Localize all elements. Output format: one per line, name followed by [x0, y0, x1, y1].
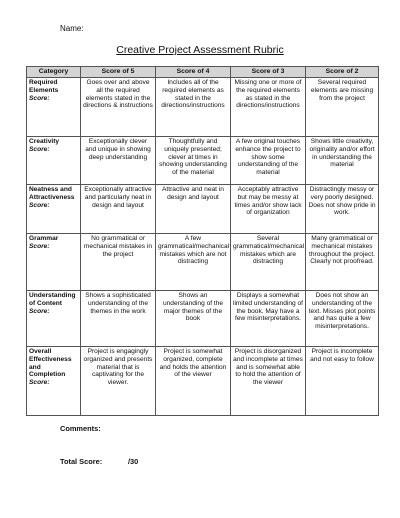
table-cell: Project is somewhat organized, complete and holds the attention of the viewer [156, 347, 231, 416]
category-name: Grammar [29, 235, 59, 243]
table-row [27, 78, 379, 137]
header-row [27, 67, 379, 78]
column-header-score-5: Score of 5 [81, 67, 156, 78]
score-label: Score: [29, 242, 50, 250]
score-label: Score: [29, 94, 50, 102]
table-cell: Several grammatical/mechanical mistakes which are distracting [231, 234, 306, 291]
category-cell [27, 347, 81, 416]
category-name: Neatness and Attractiveness [29, 186, 75, 201]
table-cell: Several required elements are missing from the project [306, 78, 379, 137]
table-row [27, 185, 379, 234]
table-cell: Shows little creativity, originality and/or effort in understanding the material [306, 137, 379, 185]
score-label: Score: [29, 145, 50, 153]
total-out-of: /30 [128, 457, 139, 466]
table-cell: Distractingly messy or very poorly designed. Does not show pride in work. [306, 185, 379, 234]
table-cell: Exceptionally clever and unique in showing deep understanding [81, 137, 156, 185]
category-name: Required Elements [29, 79, 59, 94]
table-cell: A few original touches enhance the project to show some understanding of the material [231, 137, 306, 185]
table-cell: Thoughtfully and uniquely presented; clever at times in showing understanding of the material [156, 137, 231, 185]
table-cell: Project is engagingly organized and presents material that is captivating for the viewer. [81, 347, 156, 416]
category-cell [27, 78, 81, 137]
table-cell: Does not show an understanding of the text. Misses plot points and has quite a few misinterpretations. [306, 291, 379, 347]
table-cell: Missing one or more of the required elements as stated in the directions/instructions [231, 78, 306, 137]
column-header-score-2: Score of 2 [306, 67, 379, 78]
column-header-category: Category [27, 67, 81, 78]
category-name: Overall Effectiveness and Completion [29, 348, 72, 379]
table-cell: Shows an understanding of the major themes of the book [156, 291, 231, 347]
score-label: Score: [29, 201, 50, 209]
table-cell: Goes over and above all the required elements stated in the directions & instructions [81, 78, 156, 137]
total-score [60, 457, 139, 466]
table-cell: Many grammatical or mechanical mistakes throughout the project. Clearly not proofread. [306, 234, 379, 291]
page-title: Creative Project Assessment Rubric [116, 44, 284, 56]
category-name: Creativity [29, 138, 60, 146]
table-cell: Shows a sophisticated understanding of the themes in the work [81, 291, 156, 347]
category-cell [27, 185, 81, 234]
table-cell: Displays a somewhat limited understanding of the book. May have a few misinterpretations. [231, 291, 306, 347]
table-cell: No grammatical or mechanical mistakes in the project [81, 234, 156, 291]
score-label: Score: [29, 307, 50, 315]
name-label: Name: [60, 24, 84, 33]
table-cell: Attractive and neat in design and layout [156, 185, 231, 234]
category-name: Understanding of Content [29, 292, 76, 307]
rubric-table [26, 66, 379, 416]
table-row [27, 347, 379, 416]
table-row [27, 291, 379, 347]
table-cell: A few grammatical/mechanical mistakes which are not distracting [156, 234, 231, 291]
total-score-label: Total Score: [60, 457, 103, 466]
column-header-score-3: Score of 3 [231, 67, 306, 78]
table-row [27, 137, 379, 185]
table-cell: Acceptably attractive but may be messy at times and/or show lack of organization [231, 185, 306, 234]
comments-label: Comments: [60, 424, 101, 433]
column-header-score-4: Score of 4 [156, 67, 231, 78]
category-cell [27, 291, 81, 347]
table-row [27, 234, 379, 291]
category-cell [27, 234, 81, 291]
table-cell: Project is incomplete and not easy to follow [306, 347, 379, 416]
table-cell: Exceptionally attractive and particularly neat in design and layout [81, 185, 156, 234]
category-cell [27, 137, 81, 185]
score-label: Score: [29, 379, 50, 387]
table-cell: Project is disorganized and incomplete at times and is somewhat able to hold the attention of the viewer [231, 347, 306, 416]
table-cell: Includes all of the required elements as stated in the directions/instructions [156, 78, 231, 137]
